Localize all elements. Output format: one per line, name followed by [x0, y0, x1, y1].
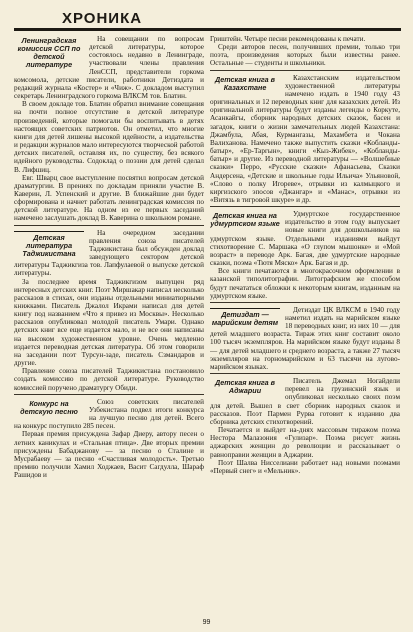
article-leningrad	[14, 35, 204, 223]
section-header	[14, 6, 401, 31]
article-heading: Ленинградская комиссия ССП по детской литературе	[17, 36, 81, 69]
article-heading: Детская книга в Казахстане	[215, 74, 275, 92]
article-paragraph: Детиздат ЦК ВЛКСМ в 1940 году наметил издать на марийском языке 18 переводных книг, из них 10 — для детей младшего возраста. Тираж этих книг составит около 100 тысяч экземпляров. На марийском языке будут изданы 8 — для детей младшего и среднего возраста, а также 27 тысяч экземпляров на горномарийском и 63 тысячи на лугово-марийском языках.	[210, 305, 400, 371]
article-heading: Детская книга в Аджарии	[215, 378, 275, 396]
article-udmurt	[210, 210, 400, 300]
divider	[210, 70, 400, 71]
divider	[210, 206, 400, 207]
article-heading: Детская книга на удмуртском языке	[210, 211, 280, 229]
article-paragraph: Писатель Джемал Ногайдели перевел на грузинский язык и опубликовал несколько своих поэм для детей. Вышел в свет сборник народных сказок и рассказов. Поэт Пармен Рурва готовит к изданию два сборника детских стихотворений.	[210, 377, 400, 426]
article-paragraph: Казахстанским издательством художественной литературы намечено издать в 1940 году 43 оригинальных и 12 переводных книг для казахских детей. Из оригинальной литературы будут изданы легенды о Коркуте, Асанкайгы, сборник народных детских сказок, басен и загадок, книги о жизни замечательных людей Казахстана: Джамбула, Абая, Курмангазы, Махамбета и Чокана Валиханова. Намечено также выпустить сказки «Кобланды-батыр», «Ер-Таргын», книги «Кыз-Жибек», «Кобланды-батыр» и другие. Из переводной литературы — «Волшебные сказки» Перро, «Русские сказки» Афанасьева, Сказки Андерсена, «Детские и школьные годы Ильича» Ульяновой, «Слово о полку Игореве», отрывки из калмыцкого и киргизского эпосов «Джангар» и «Манас», отрывки из «Витязь в тигровой шкуре» и др.	[210, 73, 400, 204]
article-paragraph: В своем докладе тов. Блатин обратил внимание совещания на почти полное отсутствие в детской литературе произведений, которые помогали бы воспитывать в детях настоящих советских патриотов. Он отметил, что многие книги для детей лишены высокой идейности, а издательства и редакции журналов мало интересуются творческой работой детских писателей, оставляя их, по существу, без всякого идейного руководства. Содоклад о поэзии для детей сделал В. Лифшиц.	[14, 100, 204, 174]
article-paragraph: Первая премия присуждена Зафар Диеру, автору песен о летних каникулах и «Стальная птица». Две вторых премии присуждены Бабаджанову — за песню о Сталине и Мусрабаеву — за песню «Счастливая молодость». Третью премию получили Хамил Ходжаев, Васит Сагдулла, Шараф Рашидов и	[14, 430, 204, 480]
article-paragraph: Поэт Шалва Нисселиани работает над новыми поэмами «Первый снег» и «Мельник».	[210, 458, 400, 475]
article-paragraph: Удмуртское государственное издательство в этом году выпускает новые книги для дошкольников на удмуртском языке. Отдельными изданиями выйдут стихотворение С. Маршака «О глупом мышонке» и «Мой возраст» в переводе Арк. Багая, две удмуртские народные сказки, поэма «Тютя Мяско» Арк. Багая и др.	[210, 210, 400, 268]
article-song-contest	[14, 398, 204, 480]
article-kazakhstan	[210, 74, 400, 205]
column-left	[14, 35, 204, 481]
column-right	[210, 35, 400, 481]
article-paragraph: Печатается и выйдет на-днях массовым тиражом поэма Нестора Малазония «Гулизар». Поэма рисует жизнь аджарских женщин до революции и рассказывает о равноправии женщин в Аджарии.	[210, 426, 400, 459]
article-heading: Детская литература Таджикистана	[14, 231, 84, 258]
article-paragraph: На очередном заседании правления союза писателей Таджикистана был обсужден доклад заведующего сектором детской литературы Таджикгиза тов. Лапфулаевой о выпуске детской литературы.	[14, 228, 204, 278]
divider	[14, 394, 204, 395]
section-title: ХРОНИКА	[62, 10, 143, 27]
article-heading: Конкурс на детскую песню	[20, 398, 78, 416]
columns	[14, 35, 401, 481]
article-paragraph: Все книги печатаются в многокрасочном оформлении в казанской типолитографии. Литографским же способом будут печататься обложки к некоторым книгам, изданным на удмуртском языке.	[210, 267, 400, 300]
article-paragraph: Правление союза писателей Таджикистана постановило создать комиссию по детской литературе. Руководство комиссией поручено драматургу Обиди.	[14, 367, 204, 392]
article-paragraph: На совещании по вопросам детской литературы, которое состоялось недавно в Ленинграде, участвовали члены правления ЛенССП, представители горкома комсомола, детские писатели, работники Детиздата и редакций журнала «Костер» и «Чиж». С докладом выступил секретарь Ленинградского горкома ВЛКСМ тов. Блатин.	[14, 35, 204, 101]
article-song-contest-cont	[210, 35, 400, 68]
page-number: 99	[202, 619, 211, 626]
article-paragraph: Евг. Шварц свое выступление посвятил вопросам детской драматургии. В прениях по докладам приняли участие В. Каверин, Л. Успенский и другие. В ближайшие дни будет сформирована и начнет работать ленинградская комиссия по детской литературе. На одном из ее первых заседаний намечено заслушать доклад В. Каверина о школьном романе.	[14, 173, 204, 223]
article-adjaria	[210, 377, 400, 475]
article-paragraph: За последнее время Таджикгизом выпущен ряд интересных детских книг. Поэт Миршакар написал несколько рассказов в стихах, они изданы отдельными миниатюрными книжками. Писатель Джалол Икрами написал для детей книгу под названием «Что я привез из Москвы». Несколько рассказов опубликовал молодой писатель Умари. Однако детских книг все еще издается мало, и не все они написаны на высоком художественном уровне. Очень медленно издается переводная детская литература. Об этом говорили на заседании поэт Турсун-заде, писатель Сзмандаров и другие.	[14, 277, 204, 368]
article-mari	[210, 306, 400, 371]
divider	[210, 373, 400, 374]
divider	[210, 302, 400, 303]
divider	[14, 225, 204, 226]
article-heading: Детиздат — марийским детям	[211, 309, 279, 327]
article-paragraph: Союз советских писателей Узбекистана подвел итоги конкурса на лучшую песню для детей. Всего на конкурс поступило 285 песен.	[14, 397, 204, 431]
article-tajikistan	[14, 229, 204, 392]
article-paragraph: Гриштейн. Четыре песни рекомендованы к печати.	[210, 35, 366, 43]
article-paragraph: Среди авторов песен, получивших премии, только три поэта, произведения которых были известны ранее. Остальные — студенты и школьники.	[210, 43, 400, 68]
